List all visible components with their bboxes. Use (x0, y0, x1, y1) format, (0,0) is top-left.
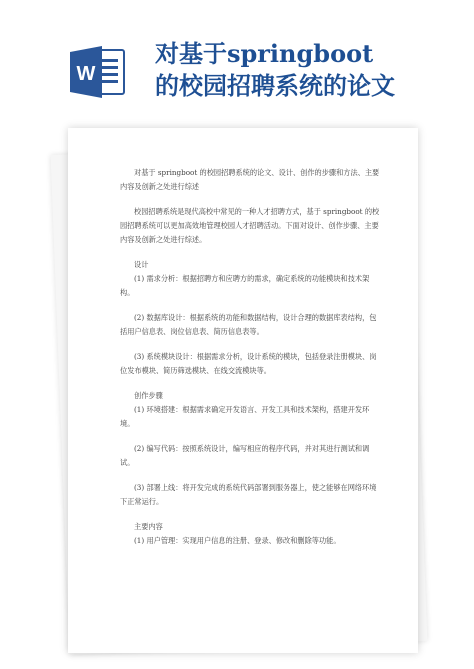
title-line-2: 的校园招聘系统的论文 (155, 71, 395, 100)
document-body (120, 166, 382, 548)
document-page (68, 128, 418, 653)
word-app-icon (68, 42, 128, 102)
page-title (155, 38, 455, 102)
step-item-2: (2) 编写代码：按照系统设计，编写相应的程序代码，并对其进行测试和调试。 (120, 444, 370, 467)
header-banner (0, 0, 474, 120)
content-item-1: (1) 用户管理：实现用户信息的注册、登录、修改和删除等功能。 (134, 536, 341, 545)
paragraph-intro: 对基于 springboot 的校园招聘系统的论文、设计、创作的步骤和方法、主要内容及创新之处进行综述 (120, 168, 380, 191)
heading-content: 主要内容 (134, 522, 163, 531)
heading-steps: 创作步骤 (134, 391, 163, 400)
design-item-2: (2) 数据库设计：根据系统的功能和数据结构，设计合理的数据库表结构，包括用户信息表、岗位信息表、简历信息表等。 (120, 313, 377, 336)
design-item-1: (1) 需求分析：根据招聘方和应聘方的需求，确定系统的功能模块和技术架构。 (120, 274, 370, 297)
title-line-1: 对基于springboot (155, 39, 374, 68)
svg-text:W: W (76, 63, 96, 85)
step-item-3: (3) 部署上线：将开发完成的系统代码部署到服务器上，使之能够在网络环境下正常运行。 (120, 483, 377, 506)
design-item-3: (3) 系统模块设计：根据需求分析，设计系统的模块，包括登录注册模块、岗位发布模块、简历筛选模块、在线交流模块等。 (120, 352, 377, 375)
step-item-1: (1) 环境搭建：根据需求确定开发语言、开发工具和技术架构，搭建开发环境。 (120, 405, 370, 428)
paragraph-overview: 校园招聘系统是现代高校中常见的一种人才招聘方式，基于 springboot 的校园招聘系统可以更加高效地管理校园人才招聘活动。下面对设计、创作步骤、主要内容及创新之处进行综述。 (120, 207, 380, 244)
heading-design: 设计 (134, 260, 149, 269)
